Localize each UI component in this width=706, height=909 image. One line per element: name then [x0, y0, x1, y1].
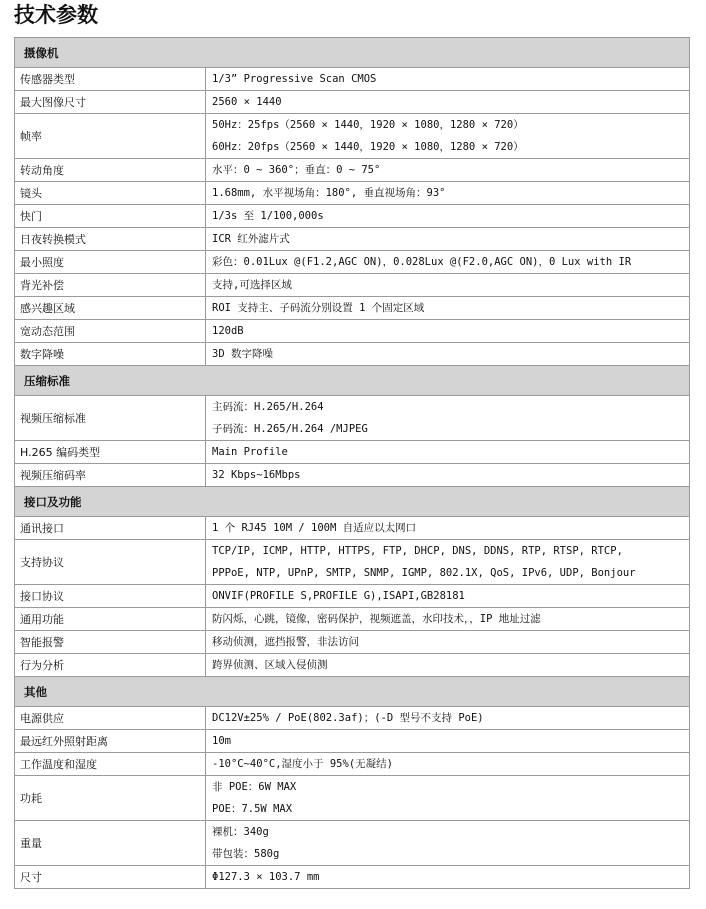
spec-value: [206, 631, 690, 654]
spec-label: 数字降噪: [15, 343, 206, 366]
spec-value-line: 非 POE：6W MAX: [212, 781, 297, 793]
spec-row: [15, 114, 690, 159]
spec-label: 日夜转换模式: [15, 228, 206, 251]
spec-value-line: 32 Kbps~16Mbps: [212, 469, 301, 481]
spec-value: [206, 182, 690, 205]
spec-row: [15, 517, 690, 540]
spec-value-line: 防闪烁，心跳，镜像，密码保护，视频遮盖，水印技术，，IP 地址过滤: [212, 613, 541, 625]
spec-row: [15, 182, 690, 205]
spec-row: [15, 251, 690, 274]
spec-value-line: 带包装：580g: [212, 848, 280, 860]
spec-label: 最远红外照射距离: [15, 730, 206, 753]
spec-value-line: Φ127.3 × 103.7 mm: [212, 871, 320, 883]
spec-value: [206, 228, 690, 251]
spec-value: [206, 585, 690, 608]
spec-label: 工作温度和湿度: [15, 753, 206, 776]
spec-value-line: 1/3” Progressive Scan CMOS: [212, 73, 377, 85]
spec-value-line: 跨界侦测、区域入侵侦测: [212, 659, 328, 671]
spec-value-line: PPPoE, NTP, UPnP, SMTP, SNMP, IGMP, 802.1X, QoS, IPv6, UDP, Bonjour: [212, 567, 636, 579]
spec-value: [206, 540, 690, 585]
spec-value-line: Main Profile: [212, 446, 288, 458]
spec-label: 快门: [15, 205, 206, 228]
spec-label: 背光补偿: [15, 274, 206, 297]
spec-value: [206, 297, 690, 320]
spec-value-line: ONVIF(PROFILE S,PROFILE G),ISAPI,GB28181: [212, 590, 465, 602]
spec-row: [15, 631, 690, 654]
spec-label: 视频压缩码率: [15, 464, 206, 487]
section-header: [15, 366, 690, 396]
spec-label: 视频压缩标准: [15, 396, 206, 441]
spec-label: 感兴趣区域: [15, 297, 206, 320]
spec-value-line: 子码流：H.265/H.264 /MJPEG: [212, 423, 368, 435]
spec-value-line: ICR 红外滤片式: [212, 233, 290, 245]
spec-row: [15, 396, 690, 441]
spec-value: [206, 776, 690, 821]
section-header: [15, 487, 690, 517]
spec-value: [206, 114, 690, 159]
spec-value-line: TCP/IP, ICMP, HTTP, HTTPS, FTP, DHCP, DNS, DDNS, RTP, RTSP, RTCP,: [212, 545, 623, 557]
spec-row: [15, 753, 690, 776]
spec-value-line: -10°C~40°C,湿度小于 95%(无凝结): [212, 758, 393, 770]
spec-value: [206, 654, 690, 677]
section-title: 其他: [15, 677, 690, 707]
spec-row: [15, 730, 690, 753]
section-title: 压缩标准: [15, 366, 690, 396]
spec-row: [15, 320, 690, 343]
spec-row: [15, 205, 690, 228]
spec-value-line: 3D 数字降噪: [212, 348, 273, 360]
page-title: 技术参数: [14, 3, 98, 27]
spec-label: 接口协议: [15, 585, 206, 608]
spec-value-line: 彩色：0.01Lux @(F1.2,AGC ON)，0.028Lux @(F2.0,AGC ON)，0 Lux with IR: [212, 256, 632, 268]
spec-label: 最大图像尺寸: [15, 91, 206, 114]
spec-label: 重量: [15, 821, 206, 866]
spec-label: 传感器类型: [15, 68, 206, 91]
spec-label: 支持协议: [15, 540, 206, 585]
spec-label: H.265 编码类型: [15, 441, 206, 464]
spec-label: 智能报警: [15, 631, 206, 654]
spec-value: [206, 517, 690, 540]
spec-value-line: 1/3s 至 1/100,000s: [212, 210, 324, 222]
section-title: 接口及功能: [15, 487, 690, 517]
spec-row: [15, 464, 690, 487]
spec-label: 功耗: [15, 776, 206, 821]
spec-value-line: 2560 × 1440: [212, 96, 282, 108]
spec-value: [206, 441, 690, 464]
spec-value-line: 支持,可选择区域: [212, 279, 292, 291]
spec-label: 镜头: [15, 182, 206, 205]
spec-value: [206, 91, 690, 114]
spec-value: [206, 251, 690, 274]
spec-value: [206, 274, 690, 297]
spec-row: [15, 540, 690, 585]
spec-row: [15, 608, 690, 631]
spec-value-line: POE：7.5W MAX: [212, 803, 293, 815]
spec-value-line: 10m: [212, 735, 231, 747]
spec-table: [14, 37, 690, 889]
section-title: 摄像机: [15, 38, 690, 68]
spec-row: [15, 228, 690, 251]
spec-label: 通用功能: [15, 608, 206, 631]
spec-value-line: 移动侦测，遮挡报警，非法访问: [212, 636, 359, 648]
spec-row: [15, 343, 690, 366]
spec-value-line: 1.68mm, 水平视场角：180°, 垂直视场角：93°: [212, 187, 446, 199]
spec-row: [15, 866, 690, 889]
spec-value: [206, 707, 690, 730]
spec-row: [15, 776, 690, 821]
section-header: [15, 677, 690, 707]
spec-row: [15, 297, 690, 320]
spec-row: [15, 91, 690, 114]
spec-value-line: ROI 支持主、子码流分别设置 1 个固定区域: [212, 302, 425, 314]
spec-row: [15, 441, 690, 464]
spec-value-line: 裸机：340g: [212, 826, 269, 838]
spec-value: [206, 396, 690, 441]
spec-value-line: 水平：0 ~ 360°；垂直：0 ~ 75°: [212, 164, 381, 176]
spec-value: [206, 608, 690, 631]
spec-label: 宽动态范围: [15, 320, 206, 343]
spec-label: 最小照度: [15, 251, 206, 274]
spec-row: [15, 585, 690, 608]
spec-row: [15, 821, 690, 866]
spec-value-line: 主码流：H.265/H.264: [212, 401, 324, 413]
spec-value: [206, 730, 690, 753]
spec-label: 帧率: [15, 114, 206, 159]
section-header: [15, 38, 690, 68]
spec-value-line: DC12V±25% / PoE(802.3af)；(-D 型号不支持 PoE): [212, 712, 484, 724]
spec-label: 尺寸: [15, 866, 206, 889]
spec-value-line: 120dB: [212, 325, 244, 337]
spec-label: 通讯接口: [15, 517, 206, 540]
spec-value: [206, 753, 690, 776]
spec-value: [206, 68, 690, 91]
spec-row: [15, 159, 690, 182]
spec-value: [206, 343, 690, 366]
spec-value: [206, 866, 690, 889]
spec-value: [206, 464, 690, 487]
spec-value: [206, 821, 690, 866]
spec-row: [15, 274, 690, 297]
spec-value-line: 50Hz：25fps（2560 × 1440，1920 × 1080，1280 × 720）: [212, 119, 524, 131]
spec-value: [206, 205, 690, 228]
spec-label: 转动角度: [15, 159, 206, 182]
spec-row: [15, 654, 690, 677]
spec-label: 行为分析: [15, 654, 206, 677]
spec-row: [15, 68, 690, 91]
spec-value: [206, 159, 690, 182]
spec-row: [15, 707, 690, 730]
spec-value: [206, 320, 690, 343]
spec-label: 电源供应: [15, 707, 206, 730]
spec-value-line: 1 个 RJ45 10M / 100M 自适应以太网口: [212, 522, 417, 534]
spec-value-line: 60Hz：20fps（2560 × 1440，1920 × 1080，1280 × 720）: [212, 141, 524, 153]
